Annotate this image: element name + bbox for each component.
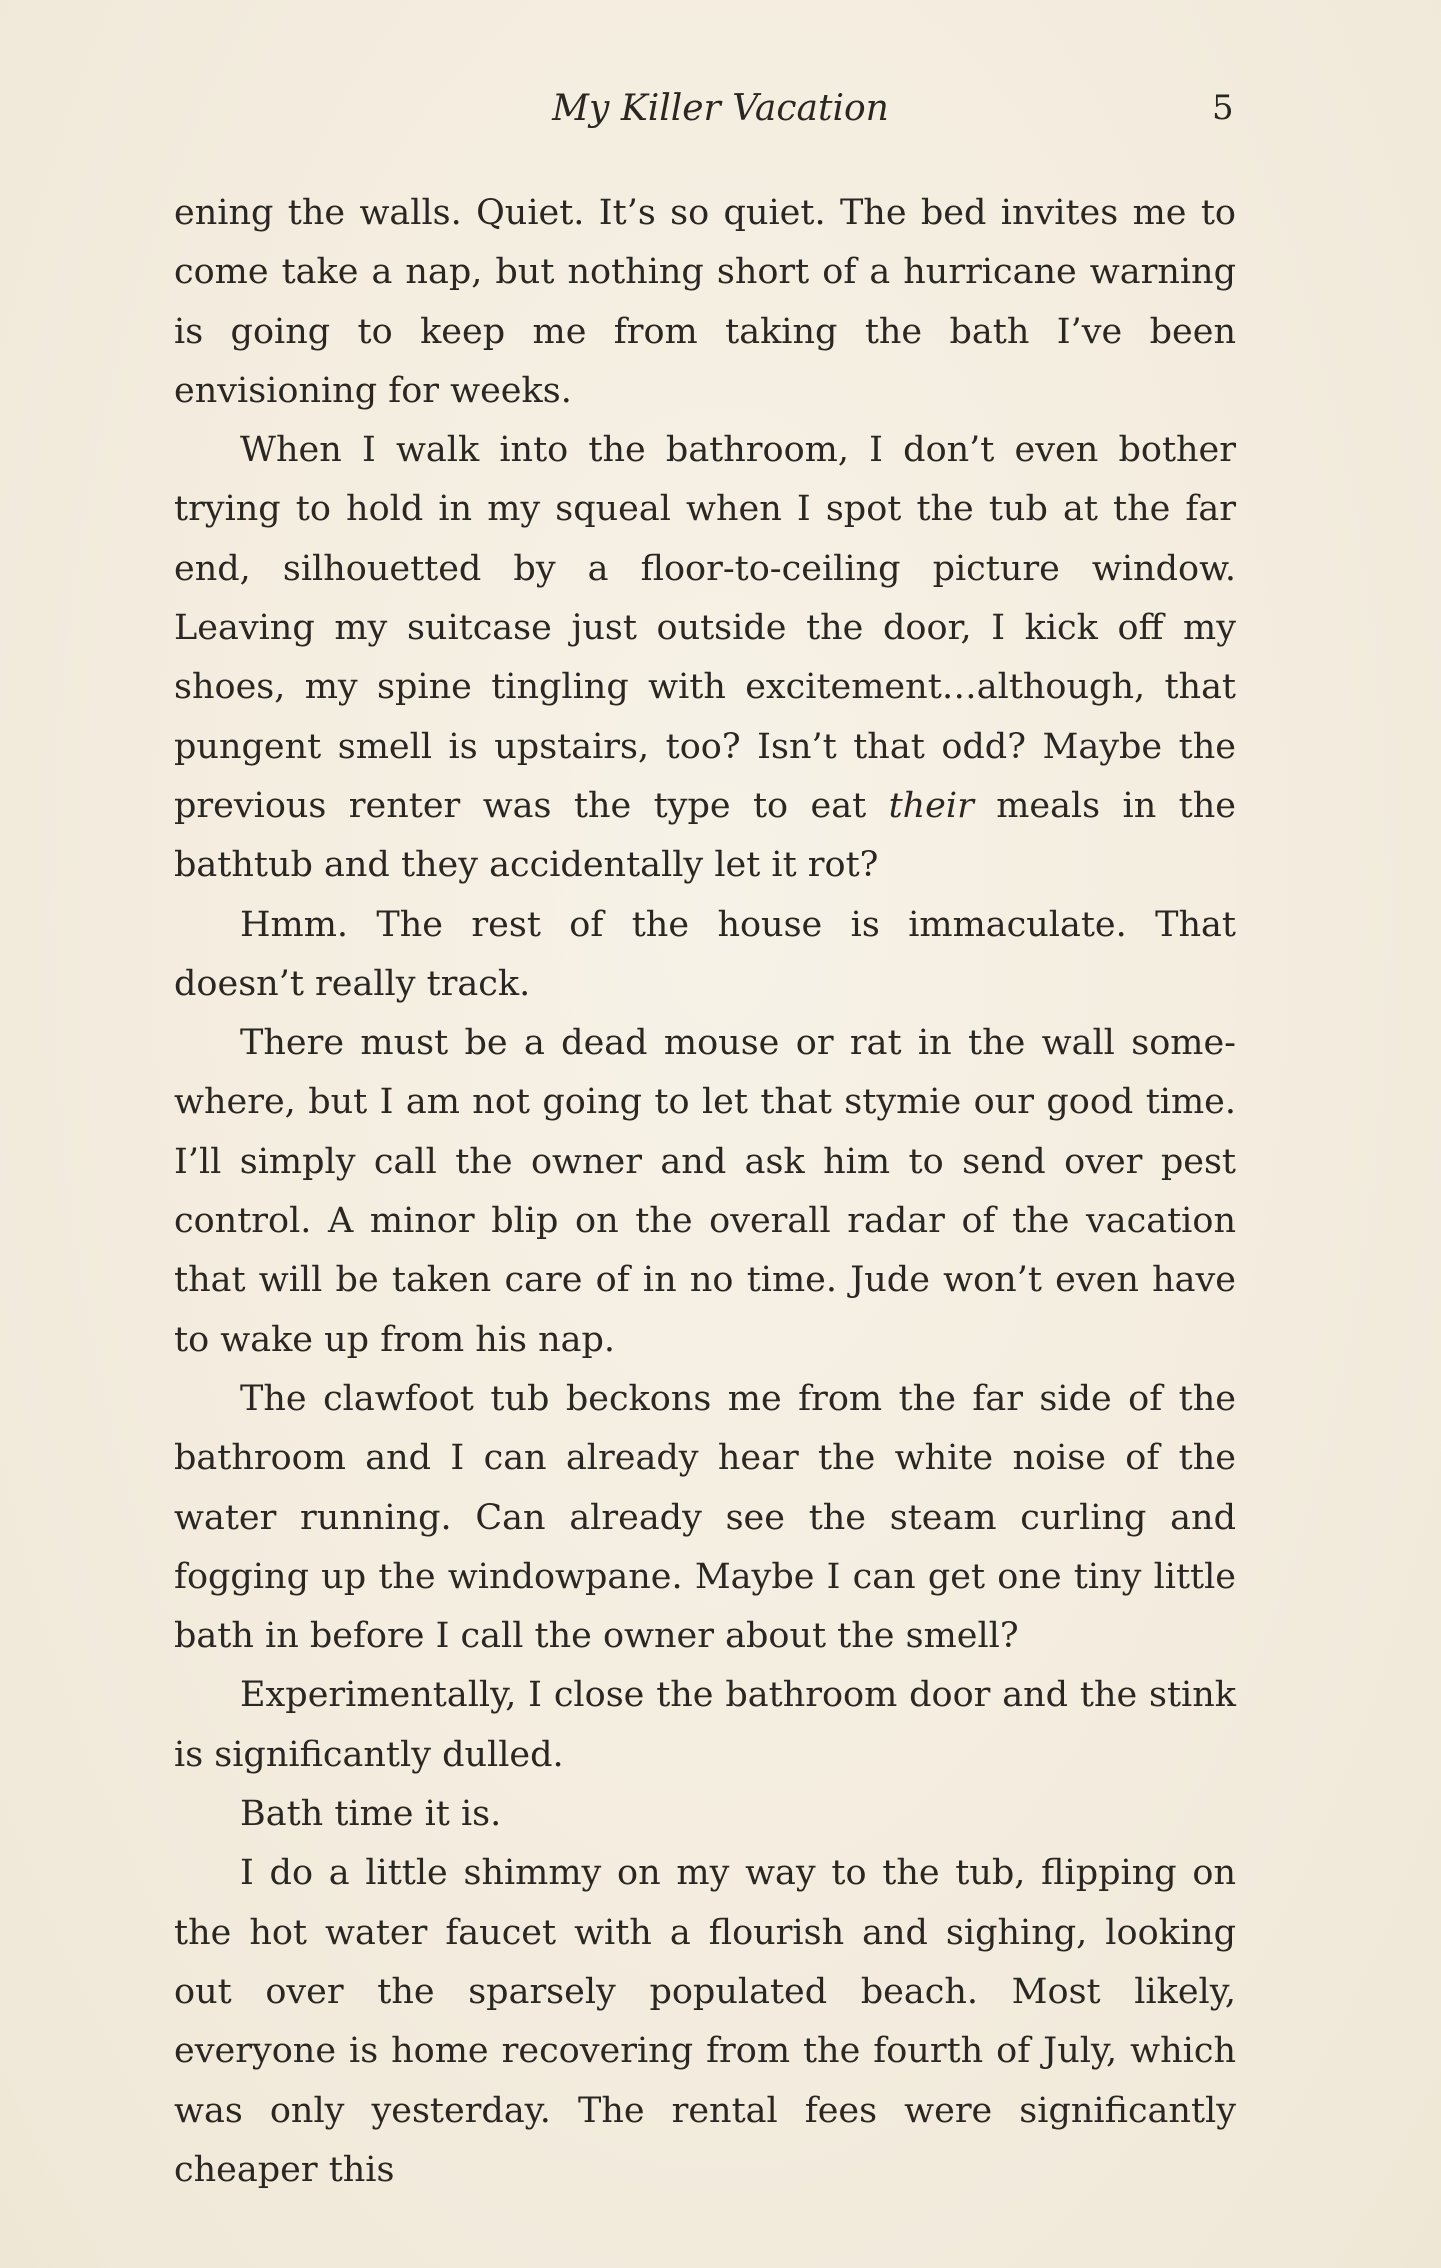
body-text	[174, 184, 1236, 2200]
paragraph-5: The clawfoot tub beckons me from the far side of the bathroom and I can already hear the white noise of the water running. Can already see the steam curling and fogging up the windowpane. Maybe I can get one tiny little bath in before I call the owner about the smell?	[174, 1378, 1236, 1657]
paragraph-7: Bath time it is.	[240, 1794, 502, 1835]
paragraph-8: I do a little shimmy on my way to the tub, flipping on the hot water faucet with a flourish and sighing, looking out over the sparsely populated beach. Most likely, everyone is home recovering from the fourth of July, which was only yesterday. The rental fees were significantly cheaper this	[174, 1853, 1236, 2190]
paragraph-1: ening the walls. Quiet. It’s so quiet. The bed invites me to come take a nap, but nothing short of a hurricane warning is going to keep me from taking the bath I’ve been envisioning for weeks.	[174, 193, 1236, 411]
running-head	[0, 88, 1441, 140]
paragraph-3: Hmm. The rest of the house is immaculate. That doesn’t really track.	[174, 904, 1236, 1004]
running-title: My Killer Vacation	[552, 88, 889, 129]
page-number: 5	[1212, 88, 1234, 128]
paragraph-2-text-after: meals in the bathtub and they accidentally let it rot?	[174, 785, 1237, 886]
paragraph-2-text-before: When I walk into the bathroom, I don’t even bother trying to hold in my squeal when I spot the tub at the far end, silhouetted by a floor-to-ceiling picture window. Leaving my suitcase just outside the door, I kick off my shoes, my spine tingling with excitement…although, that pungent smell is upstairs, too? Isn’t that odd? Maybe the previous renter was the type to eat	[174, 430, 1236, 826]
paragraph-2-emphasis: their	[888, 785, 974, 826]
paragraph-4: There must be a dead mouse or rat in the wall somewhere, but I am not going to let that stymie our good time. I’ll simply call the owner and ask him to send over pest control. A minor blip on the overall radar of the vacation that will be taken care of in no time. Jude won’t even have to wake up from his nap.	[174, 1023, 1236, 1360]
paragraph-2	[174, 421, 1236, 895]
paragraph-6: Experimentally, I close the bathroom door and the stink is significantly dulled.	[174, 1675, 1236, 1775]
